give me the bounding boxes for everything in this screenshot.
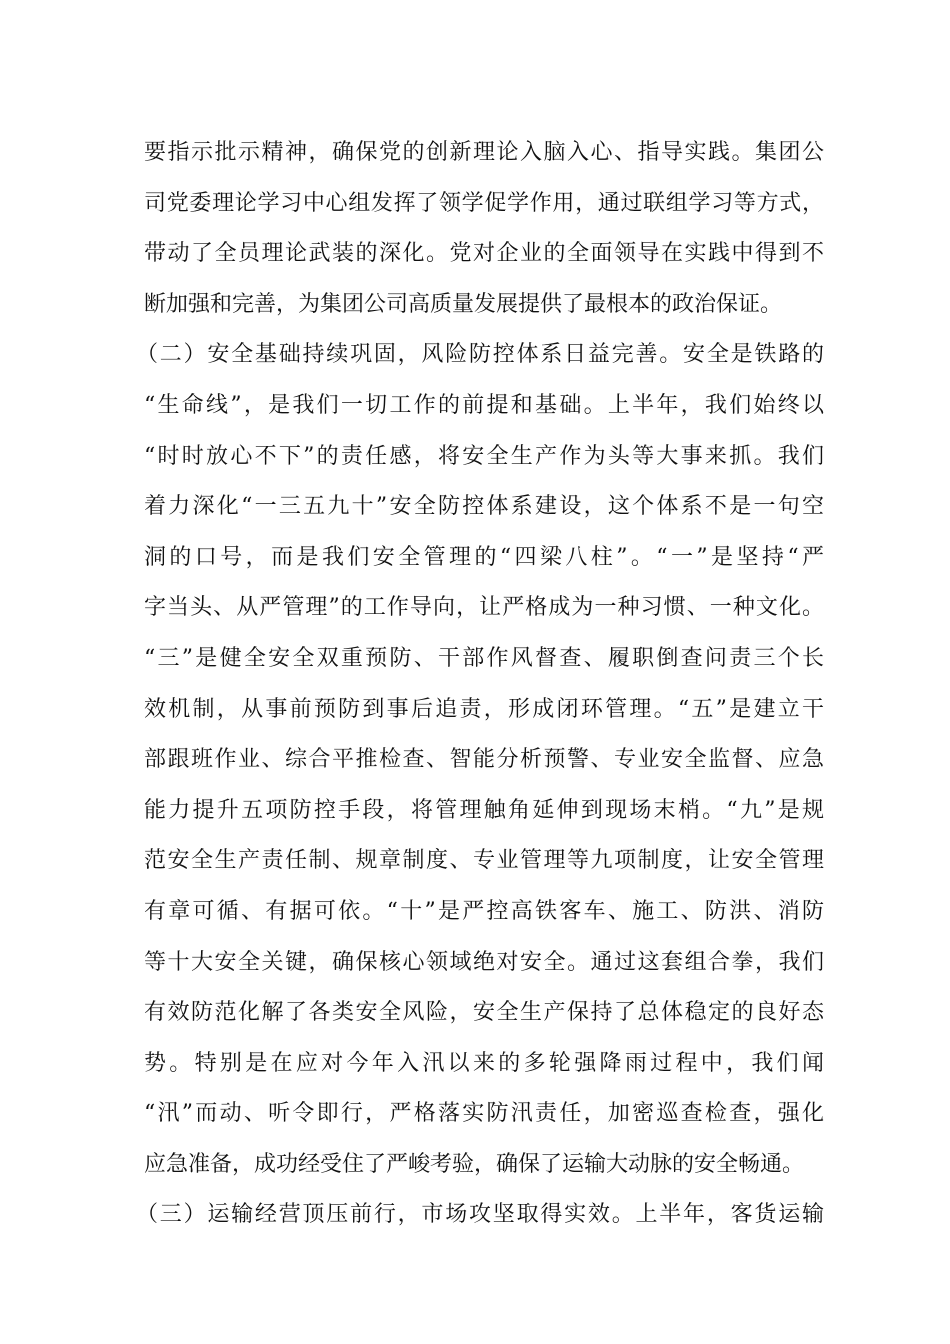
text-line: 能力提升五项防控手段，将管理触角延伸到现场末梢。“九”是规 [144,797,824,823]
text-line: 洞的口号，而是我们安全管理的“四梁八柱”。“一”是坚持“严 [144,544,824,570]
text-line: 着力深化“一三五九十”安全防控体系建设，这个体系不是一句空 [144,494,824,520]
text-line: “时时放心不下”的责任感，将安全生产作为头等大事来抓。我们 [144,443,824,469]
section-heading-line: （二）安全基础持续巩固，风险防控体系日益完善。安全是铁路的 [136,342,824,368]
text-line: “生命线”，是我们一切工作的前提和基础。上半年，我们始终以 [144,392,824,418]
text-line: 部跟班作业、综合平推检查、智能分析预警、专业安全监督、应急 [144,747,824,773]
text-line: “汛”而动、听令即行，严格落实防汛责任，加密巡查检查，强化 [144,1101,824,1127]
text-line: 带动了全员理论武装的深化。党对企业的全面领导在实践中得到不 [144,241,824,267]
text-line: 等十大安全关键，确保核心领域绝对安全。通过这套组合拳，我们 [144,949,824,975]
text-line: 司党委理论学习中心组发挥了领学促学作用，通过联组学习等方式， [144,190,824,216]
text-line: 有章可循、有据可依。“十”是严控高铁客车、施工、防洪、消防 [144,898,824,924]
text-line: 应急准备，成功经受住了严峻考验，确保了运输大动脉的安全畅通。 [144,1151,805,1177]
text-line: 势。特别是在应对今年入汛以来的多轮强降雨过程中，我们闻 [144,1050,824,1076]
section-heading-line: （三）运输经营顶压前行，市场攻坚取得实效。上半年，客货运输 [136,1202,824,1228]
body-text [136,128,824,1241]
text-line: 有效防范化解了各类安全风险，安全生产保持了总体稳定的良好态 [144,1000,824,1026]
text-line: 断加强和完善，为集团公司高质量发展提供了最根本的政治保证。 [144,291,783,317]
text-line: 效机制，从事前预防到事后追责，形成闭环管理。“五”是建立干 [144,696,824,722]
text-line: 要指示批示精神，确保党的创新理论入脑入心、指导实践。集团公 [144,140,824,165]
text-line: 字当头、从严管理”的工作导向，让严格成为一种习惯、一种文化。 [144,595,824,621]
text-line: “三”是健全安全双重预防、干部作风督查、履职倒查问责三个长 [144,645,824,671]
text-line: 范安全生产责任制、规章制度、专业管理等九项制度，让安全管理 [144,848,824,874]
